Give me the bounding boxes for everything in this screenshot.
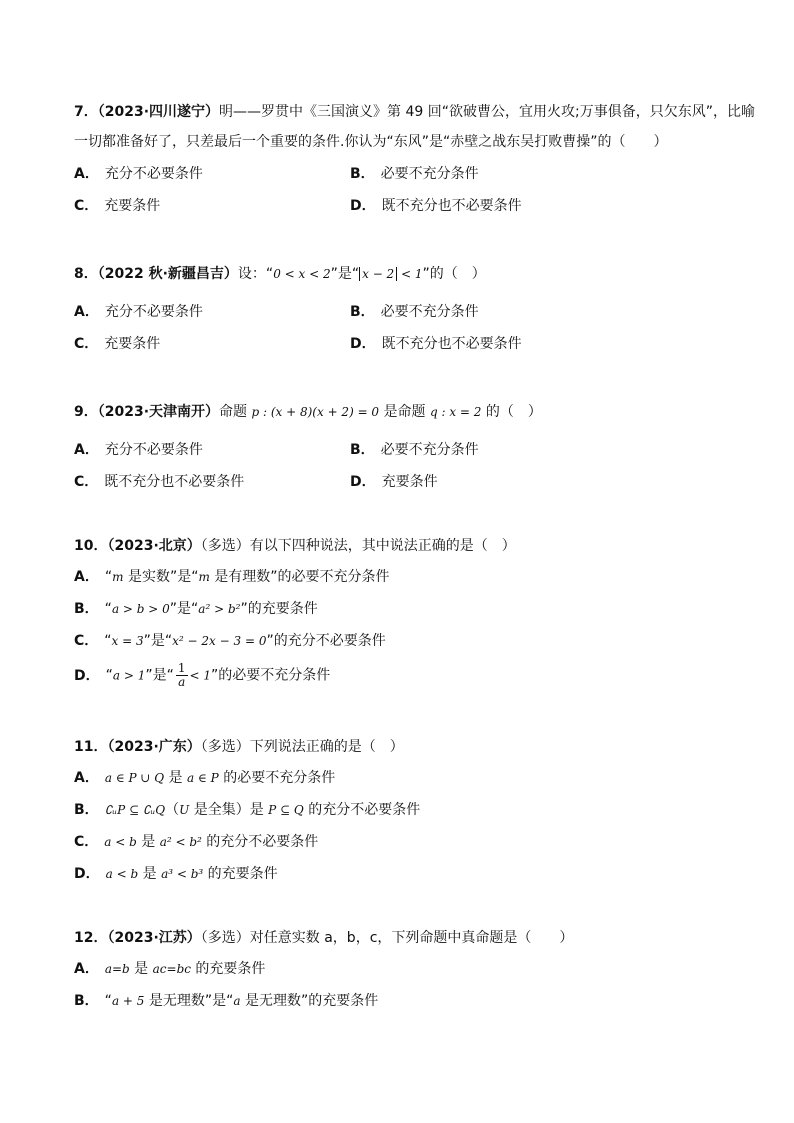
option-b: B． ∁ᵤP ⊆ ∁ᵤQ（U 是全集）是 P ⊆ Q 的充分不必要条件: [74, 802, 421, 818]
question-stem: 明——罗贯中《三国演义》第 49 回“欲破曹公，宜用火攻;万事俱备，只欠东风”，比喻: [219, 104, 755, 120]
question-10-stem: 10．（2023·北京）（多选）有以下四种说法，其中说法正确的是（ ）: [74, 538, 516, 554]
option-d: D． 既不充分也不必要条件: [350, 198, 522, 214]
option-c: C． 充要条件: [74, 198, 161, 214]
question-7-stem-line1: [74, 102, 755, 122]
option-b: B． 必要不充分条件: [350, 166, 479, 182]
option-a: A． “m 是实数”是“m 是有理数”的必要不充分条件: [74, 569, 390, 585]
option-c: C． 既不充分也不必要条件: [74, 474, 245, 490]
option-a: A． 充分不必要条件: [74, 304, 203, 320]
math-expression: x − 2: [359, 267, 397, 281]
question-9-stem: 9．（2023·天津南开）命题 p : (x + 8)(x + 2) = 0 是命题 q : x = 2 的（ ）: [74, 404, 542, 420]
option-b: B． 必要不充分条件: [350, 304, 479, 320]
question-8-stem: 8．（2022 秋·新疆昌吉）设：“0 < x < 2”是“ x − 2 < 1”的（ ）: [74, 266, 486, 282]
option-a: A． 充分不必要条件: [74, 442, 203, 458]
question-source: （2023·四川遂宁）: [97, 104, 220, 120]
option-a: A． 充分不必要条件: [74, 166, 203, 182]
option-d: D． “a > 1”是“ $\frac{1}{a}$ < 1”的必要不充分条件: [74, 661, 331, 689]
math-expression: q : x = 2: [429, 405, 482, 419]
question-12-stem: 12．（2023·江苏）（多选）对任意实数 a，b，c，下列命题中真命题是（ ）: [74, 930, 574, 946]
option-d: D． a < b 是 a³ < b³ 的充要条件: [74, 866, 278, 882]
question-7-stem-line2: 一切都准备好了，只差最后一个重要的条件.你认为“东风”是“赤壁之战东吴打败曹操”的（ ）: [74, 134, 668, 150]
option-b: B． “a + 5 是无理数”是“a 是无理数”的充要条件: [74, 993, 379, 1009]
option-d: D． 充要条件: [350, 474, 438, 490]
option-c: C． 充要条件: [74, 336, 161, 352]
option-c: C． “x = 3”是“x² − 2x − 3 = 0”的充分不必要条件: [74, 633, 386, 649]
option-a: A． a ∈ P ∪ Q 是 a ∈ P 的必要不充分条件: [74, 770, 336, 786]
math-expression: p : (x + 8)(x + 2) = 0: [251, 405, 380, 419]
question-number: 7．: [74, 104, 98, 120]
option-b: B． “a > b > 0”是“a² > b²”的充要条件: [74, 601, 318, 617]
fraction: $\frac{1}{a}$: [177, 661, 186, 689]
question-11-stem: 11．（2023·广东）（多选）下列说法正确的是（ ）: [74, 739, 404, 755]
option-d: D． 既不充分也不必要条件: [350, 336, 522, 352]
option-c: C． a < b 是 a² < b² 的充分不必要条件: [74, 834, 319, 850]
option-b: B． 必要不充分条件: [350, 442, 479, 458]
math-expression: 0 < x < 2: [273, 267, 331, 281]
option-a: A． a=b 是 ac=bc 的充要条件: [74, 961, 266, 977]
